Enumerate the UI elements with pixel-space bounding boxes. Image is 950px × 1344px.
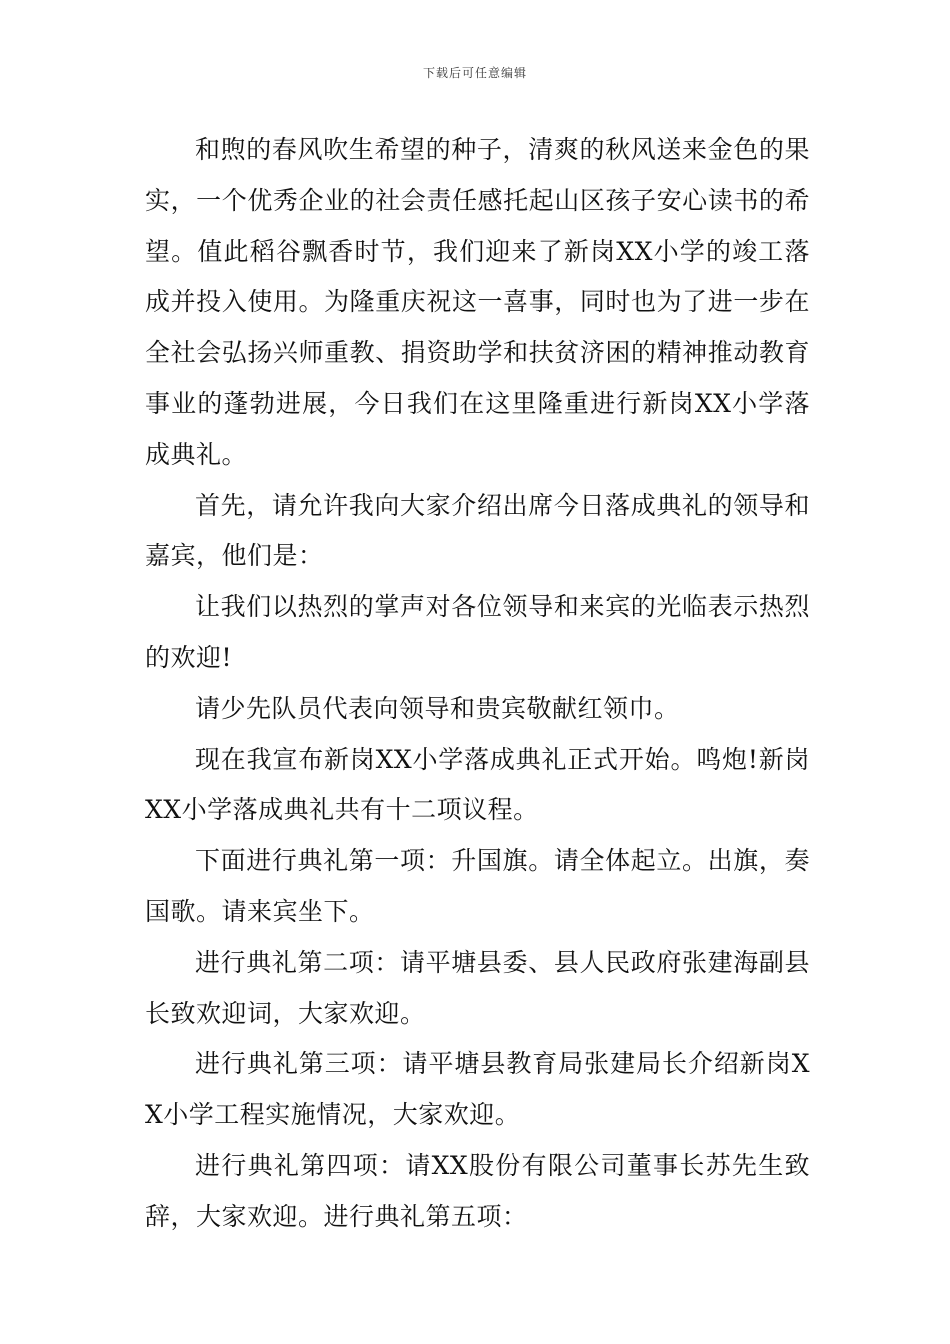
- paragraph-item-2: 进行典礼第二项：请平塘县委、县人民政府张建海副县长致欢迎词，大家欢迎。: [145, 947, 810, 1028]
- paragraph-scarves: 请少先队员代表向领导和贵宾敬献红领巾。: [195, 693, 680, 723]
- paragraph-guests: 首先，请允许我向大家介绍出席今日落成典礼的领导和嘉宾，他们是：: [145, 490, 810, 571]
- paragraph-opening: 现在我宣布新岗XX小学落成典礼正式开始。鸣炮!新岗XX小学落成典礼共有十二项议程。: [145, 744, 810, 825]
- paragraph-welcome: 让我们以热烈的掌声对各位领导和来宾的光临表示热烈的欢迎!: [145, 592, 810, 672]
- paragraph-item-4: 进行典礼第四项：请XX股份有限公司董事长苏先生致辞，大家欢迎。进行典礼第五项：: [145, 1150, 810, 1231]
- paragraph-item-3: 进行典礼第三项：请平塘县教育局张建局长介绍新岗XX小学工程实施情况，大家欢迎。: [145, 1049, 810, 1130]
- paragraph-intro: 和煦的春风吹生希望的种子，清爽的秋风送来金色的果实，一个优秀企业的社会责任感托起山区孩子安心读书的希望。值此稻谷飘香时节，我们迎来了新岗XX小学的竣工落成并投入使用。为隆重庆祝这一喜事，同时也为了进一步在全社会弘扬兴师重教、捐资助学和扶贫济困的精神推动教育事业的蓬勃进展，今日我们在这里隆重进行新岗XX小学落成典礼。: [145, 135, 810, 469]
- document-body: [145, 125, 810, 1243]
- paragraph-item-1: 下面进行典礼第一项：升国旗。请全体起立。出旗，奏国歌。请来宾坐下。: [145, 846, 810, 926]
- page-header: 下载后可任意编辑: [422, 66, 527, 80]
